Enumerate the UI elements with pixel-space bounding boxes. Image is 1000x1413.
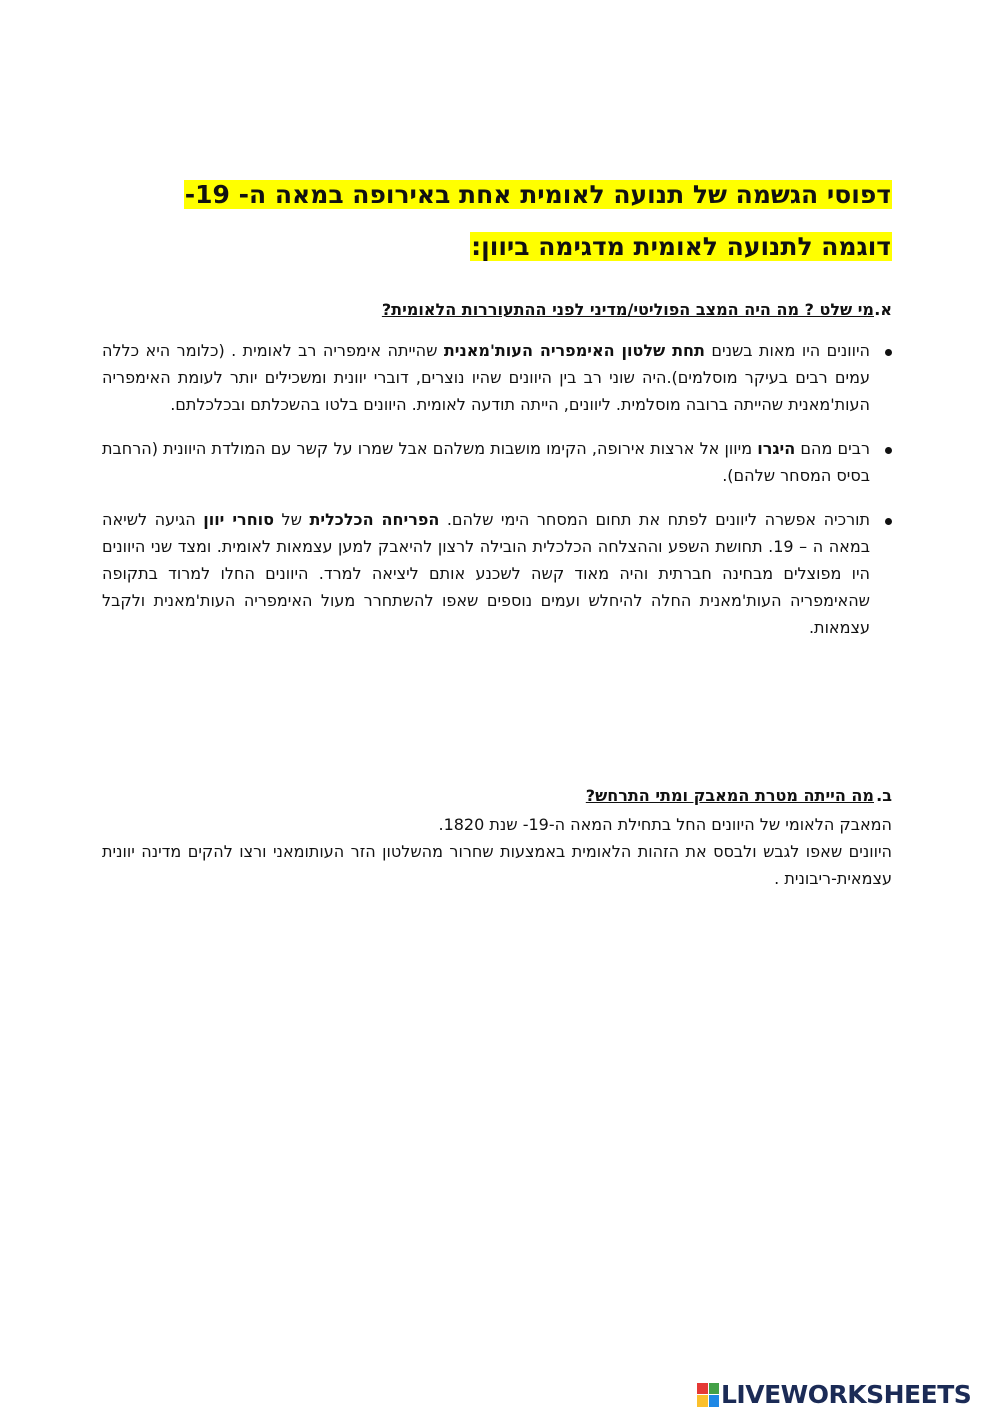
- bullet-icon: [885, 518, 892, 525]
- bullet-icon: [885, 447, 892, 454]
- brand-name: LIVEWORKSHEETS: [721, 1380, 972, 1409]
- answer-line-2: היוונים שאפו לגבש ולבסס את הזהות הלאומית באמצעות שחרור מהשלטון הזר העותומאני ורצו להקים מדינה יוונית עצמאית-ריבונית .: [102, 842, 892, 888]
- answer-text: [102, 811, 892, 892]
- logo-icon: [697, 1383, 719, 1407]
- liveworksheets-logo: [697, 1380, 971, 1409]
- question-a-heading: [102, 300, 892, 319]
- question-text: מה הייתה מטרת המאבק ומתי התרחש?: [585, 786, 874, 805]
- question-text: מי שלט ? מה היה המצב הפוליטי/מדיני לפני ההתעוררות הלאומית?: [381, 300, 874, 319]
- question-letter: א.: [874, 300, 892, 319]
- question-b-heading: [102, 786, 892, 805]
- section-b: [102, 786, 892, 892]
- section-a: [102, 300, 892, 658]
- list-item: רבים מהם היגרו מיוון אל ארצות אירופה, הקימו מושבות משלהם אבל שמרו על קשר עם המולדת היוונית (הרחבת בסיס המסחר שלהם).: [102, 435, 892, 489]
- answer-line-1: המאבק הלאומי של היוונים החל בתחילת המאה ה-19- שנת 1820.: [438, 815, 892, 834]
- title-line-2: דוגמה לתנועה לאומית מדגימה ביוון:: [471, 232, 891, 261]
- question-letter: ב.: [876, 786, 892, 805]
- title-line-1: דפוסי הגשמה של תנועה לאומית אחת באירופה במאה ה- 19-: [184, 180, 891, 209]
- bullet-list: [102, 337, 892, 641]
- title-block: [102, 178, 892, 282]
- bullet-icon: [885, 349, 892, 356]
- list-item: היוונים היו מאות בשנים תחת שלטון האימפריה העות'מאנית שהייתה אימפריה רב לאומית . (כלומר היא כללה עמים רבים בעיקר מוסלמים).היה שוני רב בין היוונים שהיו נוצרים, דוברי יוונית ומשכילים יותר לעומת האימפריה העות'מאנית שהייתה ברובה מוסלמית. ליוונים, הייתה תודעה לאומית. היוונים בלטו בהשכלתם ובכלכלתם.: [102, 337, 892, 418]
- list-item: תורכיה אפשרה ליוונים לפתח את תחום המסחר הימי שלהם. הפריחה הכלכלית של סוחרי יוון הגיעה לשיאה במאה ה – 19. תחושת השפע וההצלחה הכלכלית הובילה לרצון להיאבק למען עצמאות לאומית. ומצד שני היוונים היו מפוצלים מבחינה חברתית והיה מאוד קשה לשכנע אותם ליציאה למרד. היוונים החלו למרוד בתקופה שהאימפריה העות'מאנית החלה להיחלש ועמים נוספים שאפו להשתחרר מעול האימפריה העות'מאנית ולקבל עצמאות.: [102, 506, 892, 641]
